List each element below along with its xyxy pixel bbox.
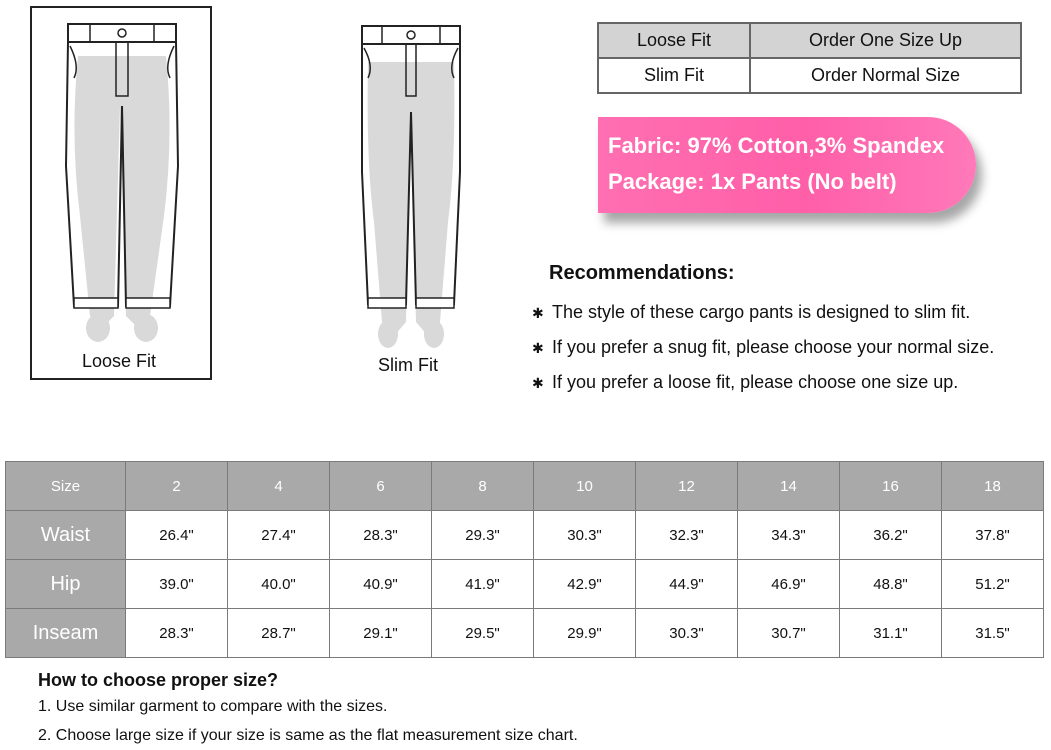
loose-fit-pants-illustration — [60, 16, 184, 346]
inseam-row — [6, 609, 1044, 658]
slim-fit-pants-illustration — [358, 22, 464, 352]
measurement-cell: 37.8" — [942, 511, 1044, 560]
fit-type-cell: Slim Fit — [598, 58, 750, 93]
how-to-item: 1. Use similar garment to compare with the sizes. — [38, 698, 388, 715]
package-text: Package: 1x Pants (No belt) — [608, 169, 897, 194]
size-header-cell: 12 — [636, 462, 738, 511]
size-header-cell: 8 — [432, 462, 534, 511]
measurement-cell: 31.1" — [840, 609, 942, 658]
measurement-cell: 27.4" — [228, 511, 330, 560]
measurement-cell: 48.8" — [840, 560, 942, 609]
size-header-cell: 4 — [228, 462, 330, 511]
measurement-cell: 28.7" — [228, 609, 330, 658]
measurement-cell: 31.5" — [942, 609, 1044, 658]
measurement-cell: 29.5" — [432, 609, 534, 658]
size-header-cell: 18 — [942, 462, 1044, 511]
row-label: Inseam — [6, 609, 126, 658]
size-header-cell: 10 — [534, 462, 636, 511]
how-to-item: 2. Choose large size if your size is same as the flat measurement size chart. — [38, 727, 578, 744]
size-header-row — [6, 462, 1044, 511]
loose-fit-label: Loose Fit — [81, 351, 157, 371]
measurement-cell: 40.0" — [228, 560, 330, 609]
measurement-cell: 36.2" — [840, 511, 942, 560]
measurement-cell: 29.1" — [330, 609, 432, 658]
fabric-banner — [598, 117, 976, 213]
fit-advice-cell: Order One Size Up — [750, 23, 1021, 58]
asterisk-bullet-icon: ✱ — [532, 340, 544, 356]
measurement-cell: 26.4" — [126, 511, 228, 560]
recommendation-text: The style of these cargo pants is designed to slim fit. — [552, 302, 971, 322]
how-to-title: How to choose proper size? — [38, 670, 279, 690]
hip-row — [6, 560, 1044, 609]
fit-guide-row — [598, 23, 1021, 58]
row-label: Hip — [6, 560, 126, 609]
measurement-cell: 39.0" — [126, 560, 228, 609]
measurement-cell: 32.3" — [636, 511, 738, 560]
measurement-cell: 30.7" — [738, 609, 840, 658]
measurement-cell: 30.3" — [636, 609, 738, 658]
recommendation-item — [532, 302, 970, 323]
measurement-cell: 29.3" — [432, 511, 534, 560]
measurement-cell: 30.3" — [534, 511, 636, 560]
slim-fit-label: Slim Fit — [378, 355, 438, 375]
measurement-cell: 41.9" — [432, 560, 534, 609]
measurement-cell: 44.9" — [636, 560, 738, 609]
measurement-cell: 28.3" — [126, 609, 228, 658]
fit-advice-cell: Order Normal Size — [750, 58, 1021, 93]
asterisk-bullet-icon: ✱ — [532, 375, 544, 391]
size-chart-table — [5, 461, 1044, 658]
fit-guide-row — [598, 58, 1021, 93]
asterisk-bullet-icon: ✱ — [532, 305, 544, 321]
measurement-cell: 46.9" — [738, 560, 840, 609]
recommendation-item — [532, 337, 994, 358]
size-header-cell: 14 — [738, 462, 840, 511]
recommendations-title: Recommendations: — [549, 262, 735, 284]
fabric-text: Fabric: 97% Cotton,3% Spandex — [608, 133, 945, 158]
measurement-cell: 42.9" — [534, 560, 636, 609]
fit-guide-table — [597, 22, 1022, 94]
recommendation-text: If you prefer a snug fit, please choose your normal size. — [552, 337, 995, 357]
size-header-label: Size — [6, 462, 126, 511]
measurement-cell: 29.9" — [534, 609, 636, 658]
measurement-cell: 51.2" — [942, 560, 1044, 609]
size-header-cell: 6 — [330, 462, 432, 511]
recommendation-text: If you prefer a loose fit, please choose one size up. — [552, 372, 959, 392]
fit-type-cell: Loose Fit — [598, 23, 750, 58]
measurement-cell: 40.9" — [330, 560, 432, 609]
measurement-cell: 34.3" — [738, 511, 840, 560]
size-header-cell: 2 — [126, 462, 228, 511]
row-label: Waist — [6, 511, 126, 560]
recommendation-item — [532, 372, 958, 393]
measurement-cell: 28.3" — [330, 511, 432, 560]
waist-row — [6, 511, 1044, 560]
size-header-cell: 16 — [840, 462, 942, 511]
